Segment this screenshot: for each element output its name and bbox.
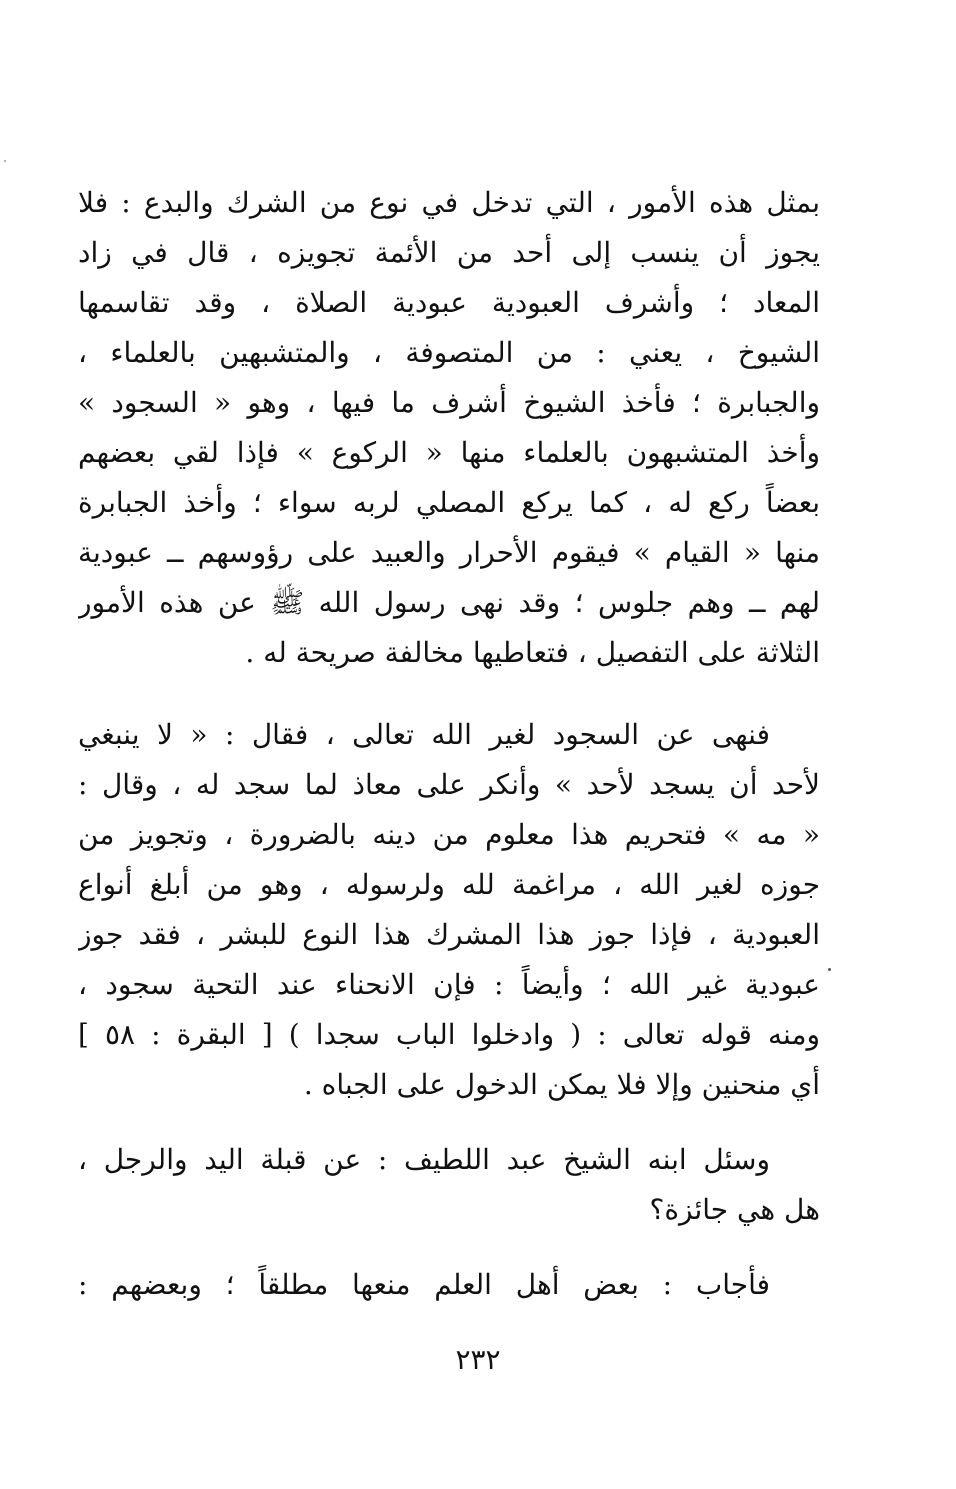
text-line: العبودية ، فإذا جوز هذا المشرك هذا النوع للبشر ، فقد جوز [78,918,820,951]
scan-speck [4,160,6,162]
scan-speck [828,968,831,971]
text-line: والجبابرة ؛ فأخذ الشيوخ أشرف ما فيها ، وهو « السجود » [78,386,820,419]
text-line: ومنه قوله تعالى : ( وادخلوا الباب سجدا ) [ البقرة : ٥٨ ] [78,1018,820,1051]
text-line: « مه » فتحريم هذا معلوم من دينه بالضرورة ، وتجويز من [78,818,820,851]
paragraph-4 [78,1260,820,1310]
text-line: لهم ــ وهم جلوس ؛ وقد نهى رسول الله ﷺ عن هذه الأمور [78,586,820,619]
text-line: وأخذ المتشبهون بالعلماء منها « الركوع » فإذا لقي بعضهم [78,436,820,469]
text-line: المعاد ؛ وأشرف العبودية عبودية الصلاة ، وقد تقاسمها [78,286,820,319]
paragraph-2 [78,710,820,1110]
text-line: جوزه لغير الله ، مراغمة لله ولرسوله ، وهو من أبلغ أنواع [78,868,820,901]
text-line: عبودية غير الله ؛ وأيضاً : فإن الانحناء عند التحية سجود ، [78,968,820,1001]
text-line: الشيوخ ، يعني : من المتصوفة ، والمتشبهين بالعلماء ، [78,336,820,369]
text-line: فأجاب : بعض أهل العلم منعها مطلقاً ؛ وبعضهم : [78,1268,770,1301]
paragraph-1 [78,178,820,678]
text-line: وسئل ابنه الشيخ عبد اللطيف : عن قبلة اليد والرجل ، [78,1143,770,1176]
text-line: يجوز أن ينسب إلى أحد من الأئمة تجويزه ، قال في زاد [78,236,820,269]
text-line: بمثل هذه الأمور ، التي تدخل في نوع من الشرك والبدع : فلا [78,186,820,219]
text-line: لأحد أن يسجد لأحد » وأنكر على معاذ لما سجد له ، وقال : [78,768,820,801]
text-line: بعضاً ركع له ، كما يركع المصلي لربه سواء ؛ وأخذ الجبابرة [78,486,820,519]
text-line: أي منحنين وإلا فلا يمكن الدخول على الجباه . [303,1068,820,1101]
text-line: الثلاثة على التفصيل ، فتعاطيها مخالفة صريحة له . [245,636,820,669]
text-line: فنهى عن السجود لغير الله تعالى ، فقال : « لا ينبغي [78,718,771,751]
page-number: ٢٣٢ [455,1343,501,1376]
paragraph-3 [78,1135,820,1235]
text-line: هل هي جائزة؟ [649,1193,820,1226]
text-line: منها « القيام » فيقوم الأحرار والعبيد على رؤوسهم ــ عبودية [78,536,820,569]
